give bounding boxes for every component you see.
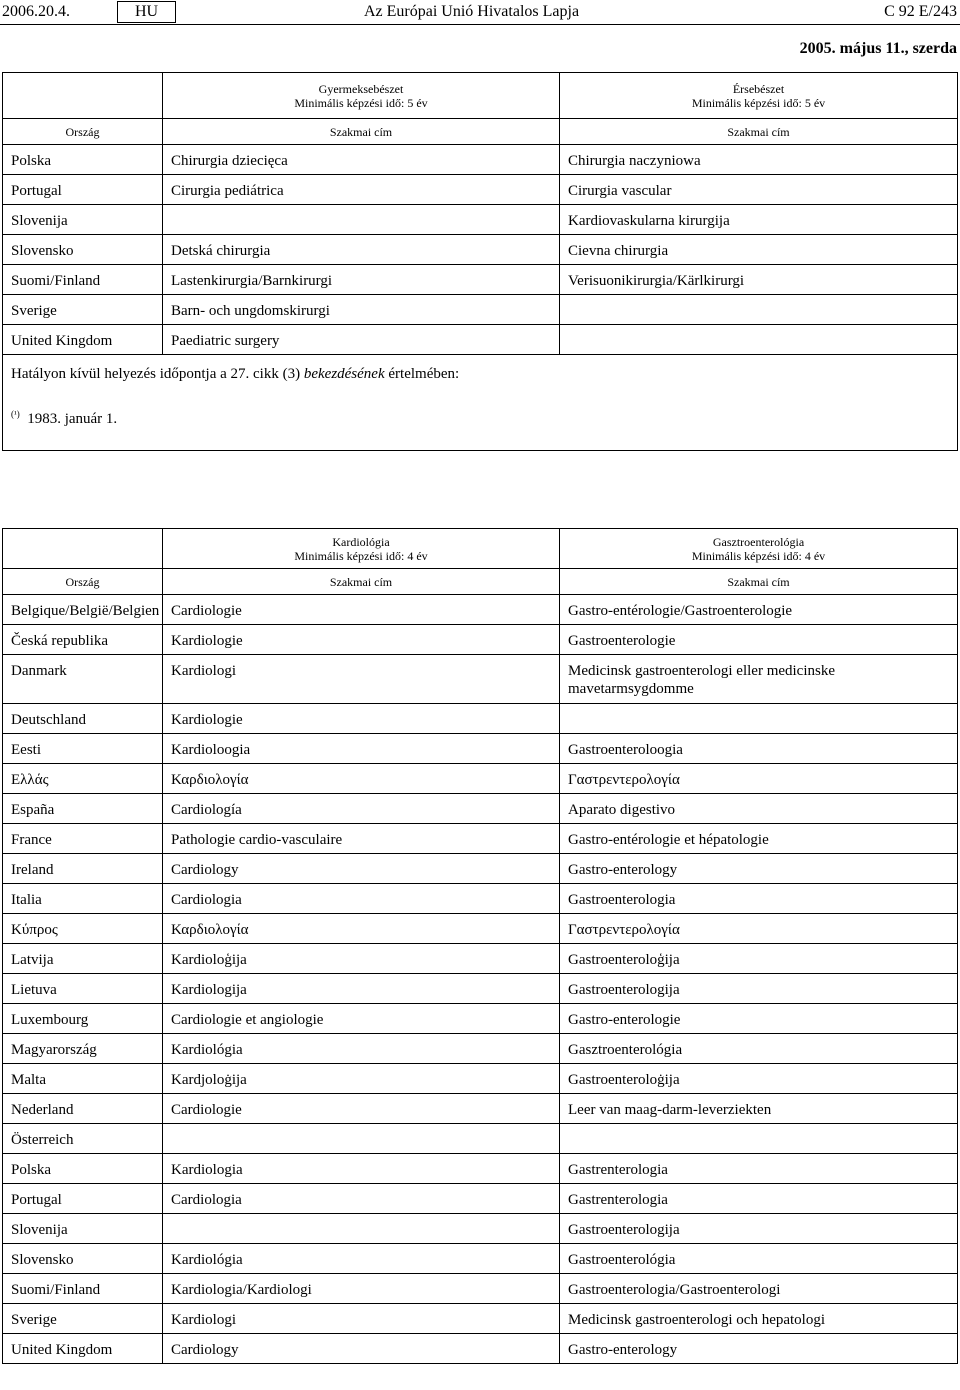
col-title-1: Szakmai cím (163, 119, 560, 145)
country-cell: Italia (3, 884, 163, 914)
title-cell-2: Gastrenterologia (560, 1154, 958, 1184)
title-cell-1: Kardioloģija (163, 944, 560, 974)
country-cell: Slovenija (3, 1214, 163, 1244)
title-cell-2: Gastroenterológia (560, 1244, 958, 1274)
title-cell-1: Cardiologia (163, 884, 560, 914)
title-cell-2 (560, 1124, 958, 1154)
spec1-name: Gyermeksebészet (318, 81, 404, 96)
title-cell-2: Gastroenterologie (560, 625, 958, 655)
title-cell-2: Cievna chirurgia (560, 235, 958, 265)
title-cell-1 (163, 1124, 560, 1154)
title-cell-1: Kardiologi (163, 655, 560, 704)
title-cell-1: Cardiologie et angiologie (163, 1004, 560, 1034)
table-row (3, 854, 958, 884)
country-cell: Deutschland (3, 704, 163, 734)
table-row (3, 914, 958, 944)
title-cell-2: Gastroenteroloġija (560, 1064, 958, 1094)
footnote-text-b: értelmében: (384, 366, 460, 382)
title-cell-1: Pathologie cardio-vasculaire (163, 824, 560, 854)
footnote-date-line (11, 405, 957, 428)
table-row (3, 595, 958, 625)
table-row (3, 764, 958, 794)
col-title-2: Szakmai cím (560, 119, 958, 145)
language-code: HU (117, 1, 176, 23)
table-row (3, 1184, 958, 1214)
table-row (3, 1244, 958, 1274)
table-row (3, 704, 958, 734)
publication-date: 2005. május 11., szerda (799, 40, 957, 57)
spec2-name: Gasztroenterológia (712, 534, 805, 549)
title-cell-1: Barn- och ungdomskirurgi (163, 295, 560, 325)
table-row (3, 1064, 958, 1094)
title-cell-1: Kardiologia/Kardiologi (163, 1274, 560, 1304)
title-cell-2: Gastroenterologija (560, 974, 958, 1004)
title-cell-2: Aparato digestivo (560, 794, 958, 824)
country-cell: Polska (3, 1154, 163, 1184)
spec1-header (163, 529, 560, 569)
title-cell-1: Kardjoloġija (163, 1064, 560, 1094)
country-cell: Ireland (3, 854, 163, 884)
table-row (3, 235, 958, 265)
title-cell-2: Gastro-enterologie (560, 1004, 958, 1034)
table-row (3, 205, 958, 235)
table-row (3, 1094, 958, 1124)
title-cell-1: Kardiológia (163, 1244, 560, 1274)
title-cell-2 (560, 704, 958, 734)
col-title-2: Szakmai cím (560, 569, 958, 595)
country-cell: Suomi/Finland (3, 1274, 163, 1304)
footnote-text-a: Hatályon kívül helyezés időpontja a 27. cikk (3) (11, 366, 304, 382)
country-cell: Portugal (3, 175, 163, 205)
title-cell-1: Kardiologi (163, 1304, 560, 1334)
country-cell: France (3, 824, 163, 854)
table2-body (3, 595, 958, 1364)
specialty-table-2 (2, 528, 958, 1364)
title-cell-1: Cardiology (163, 1334, 560, 1364)
header-rule (0, 24, 960, 25)
table-row (3, 1034, 958, 1064)
country-cell: Malta (3, 1064, 163, 1094)
country-cell: Danmark (3, 655, 163, 704)
spec1-duration: Minimális képzési idő: 5 év (294, 95, 428, 110)
country-cell: Sverige (3, 1304, 163, 1334)
country-cell: Suomi/Finland (3, 265, 163, 295)
title-cell-1: Cardiologie (163, 595, 560, 625)
country-cell: Latvija (3, 944, 163, 974)
title-cell-2 (560, 295, 958, 325)
title-cell-2: Medicinsk gastroenterologi eller medicinske mavetarmsygdomme (560, 655, 958, 704)
title-cell-2: Gastroenterologia (560, 884, 958, 914)
title-cell-2: Gastro-entérologie/Gastroenterologie (560, 595, 958, 625)
table-row (3, 295, 958, 325)
spec2-duration: Minimális képzési idő: 4 év (691, 548, 826, 563)
title-cell-2: Gastroenterologija (560, 1214, 958, 1244)
title-cell-1: Paediatric surgery (163, 325, 560, 355)
title-cell-2: Cirurgia vascular (560, 175, 958, 205)
country-cell: Magyarország (3, 1034, 163, 1064)
country-cell: España (3, 794, 163, 824)
spec2-header (560, 73, 958, 119)
spec2-header (560, 529, 958, 569)
footnote-text-italic: bekezdésének (303, 366, 385, 382)
spec1-name: Kardiológia (332, 534, 390, 549)
title-cell-2: Gastroenteroloģija (560, 944, 958, 974)
title-cell-2: Γαστρεντερολογία (560, 764, 958, 794)
title-cell-1: Cardiología (163, 794, 560, 824)
table-row (3, 175, 958, 205)
footnote-date: 1983. január 1. (27, 411, 118, 427)
title-cell-1: Cardiology (163, 854, 560, 884)
empty-header-cell (3, 73, 163, 119)
title-cell-1: Kardiológia (163, 1034, 560, 1064)
page-header (0, 0, 960, 26)
empty-header-cell (3, 529, 163, 569)
title-cell-1: Detská chirurgia (163, 235, 560, 265)
title-cell-2: Gastro-entérologie et hépatologie (560, 824, 958, 854)
title-cell-1 (163, 205, 560, 235)
table-row (3, 824, 958, 854)
country-cell: United Kingdom (3, 325, 163, 355)
country-cell: Nederland (3, 1094, 163, 1124)
country-cell: Κύπρος (3, 914, 163, 944)
country-cell: United Kingdom (3, 1334, 163, 1364)
title-cell-2: Gastro-enterology (560, 854, 958, 884)
country-cell: Slovensko (3, 1244, 163, 1274)
footnote-text (11, 365, 957, 383)
title-cell-1: Καρδιολογία (163, 764, 560, 794)
table-row (3, 625, 958, 655)
spec1-duration: Minimális képzési idő: 4 év (294, 548, 428, 563)
title-cell-1: Cardiologia (163, 1184, 560, 1214)
country-cell: Portugal (3, 1184, 163, 1214)
table-row (3, 1214, 958, 1244)
country-cell: Ελλάς (3, 764, 163, 794)
table-row (3, 1304, 958, 1334)
page-reference: C 92 E/243 (884, 3, 957, 20)
title-cell-1: Chirurgia dziecięca (163, 145, 560, 175)
title-cell-1: Kardioloogia (163, 734, 560, 764)
title-cell-2: Chirurgia naczyniowa (560, 145, 958, 175)
specialty-table-1 (2, 72, 958, 451)
table-row (3, 655, 958, 704)
title-cell-2: Medicinsk gastroenterologi och hepatologi (560, 1304, 958, 1334)
country-cell: Luxembourg (3, 1004, 163, 1034)
title-cell-1 (163, 1214, 560, 1244)
table-row (3, 1334, 958, 1364)
title-cell-1: Cardiologie (163, 1094, 560, 1124)
footnote-mark: (¹) (11, 409, 20, 419)
table-row (3, 1274, 958, 1304)
table-row (3, 325, 958, 355)
country-cell: Eesti (3, 734, 163, 764)
table-row (3, 265, 958, 295)
title-cell-1: Kardiologie (163, 625, 560, 655)
header-date: 2006.20.4. (2, 3, 70, 20)
table-row (3, 1154, 958, 1184)
table-row (3, 944, 958, 974)
title-cell-2: Gastroenterologia/Gastroenterologi (560, 1274, 958, 1304)
title-cell-2: Γαστρεντερολογία (560, 914, 958, 944)
title-cell-1: Kardiologie (163, 704, 560, 734)
title-cell-1: Lastenkirurgia/Barnkirurgi (163, 265, 560, 295)
title-cell-1: Kardiologia (163, 1154, 560, 1184)
title-cell-1: Cirurgia pediátrica (163, 175, 560, 205)
title-cell-2: Gastroenteroloogia (560, 734, 958, 764)
table-row (3, 794, 958, 824)
country-cell: Sverige (3, 295, 163, 325)
country-cell: Polska (3, 145, 163, 175)
title-cell-2: Kardiovaskularna kirurgija (560, 205, 958, 235)
col-country: Ország (3, 569, 163, 595)
country-cell: Slovenija (3, 205, 163, 235)
col-country: Ország (3, 119, 163, 145)
country-cell: Lietuva (3, 974, 163, 1004)
spec2-name: Érsebészet (732, 81, 785, 96)
table-row (3, 145, 958, 175)
country-cell: Česká republika (3, 625, 163, 655)
table1-body (3, 145, 958, 355)
col-title-1: Szakmai cím (163, 569, 560, 595)
country-cell: Belgique/België/Belgien (3, 595, 163, 625)
table-row (3, 1124, 958, 1154)
country-cell: Österreich (3, 1124, 163, 1154)
table-row (3, 974, 958, 1004)
table-row (3, 734, 958, 764)
footnote-cell (3, 355, 958, 451)
country-cell: Slovensko (3, 235, 163, 265)
title-cell-2: Gastro-enterology (560, 1334, 958, 1364)
title-cell-1: Καρδιολογία (163, 914, 560, 944)
table-row (3, 1004, 958, 1034)
title-cell-2 (560, 325, 958, 355)
table-row (3, 884, 958, 914)
spec1-header (163, 73, 560, 119)
journal-title: Az Európai Unió Hivatalos Lapja (364, 3, 580, 20)
title-cell-2: Gastrenterologia (560, 1184, 958, 1214)
spec2-duration: Minimális képzési idő: 5 év (691, 95, 826, 110)
title-cell-1: Kardiologija (163, 974, 560, 1004)
title-cell-2: Gasztroenterológia (560, 1034, 958, 1064)
title-cell-2: Verisuonikirurgia/Kärlkirurgi (560, 265, 958, 295)
title-cell-2: Leer van maag-darm-leverziekten (560, 1094, 958, 1124)
